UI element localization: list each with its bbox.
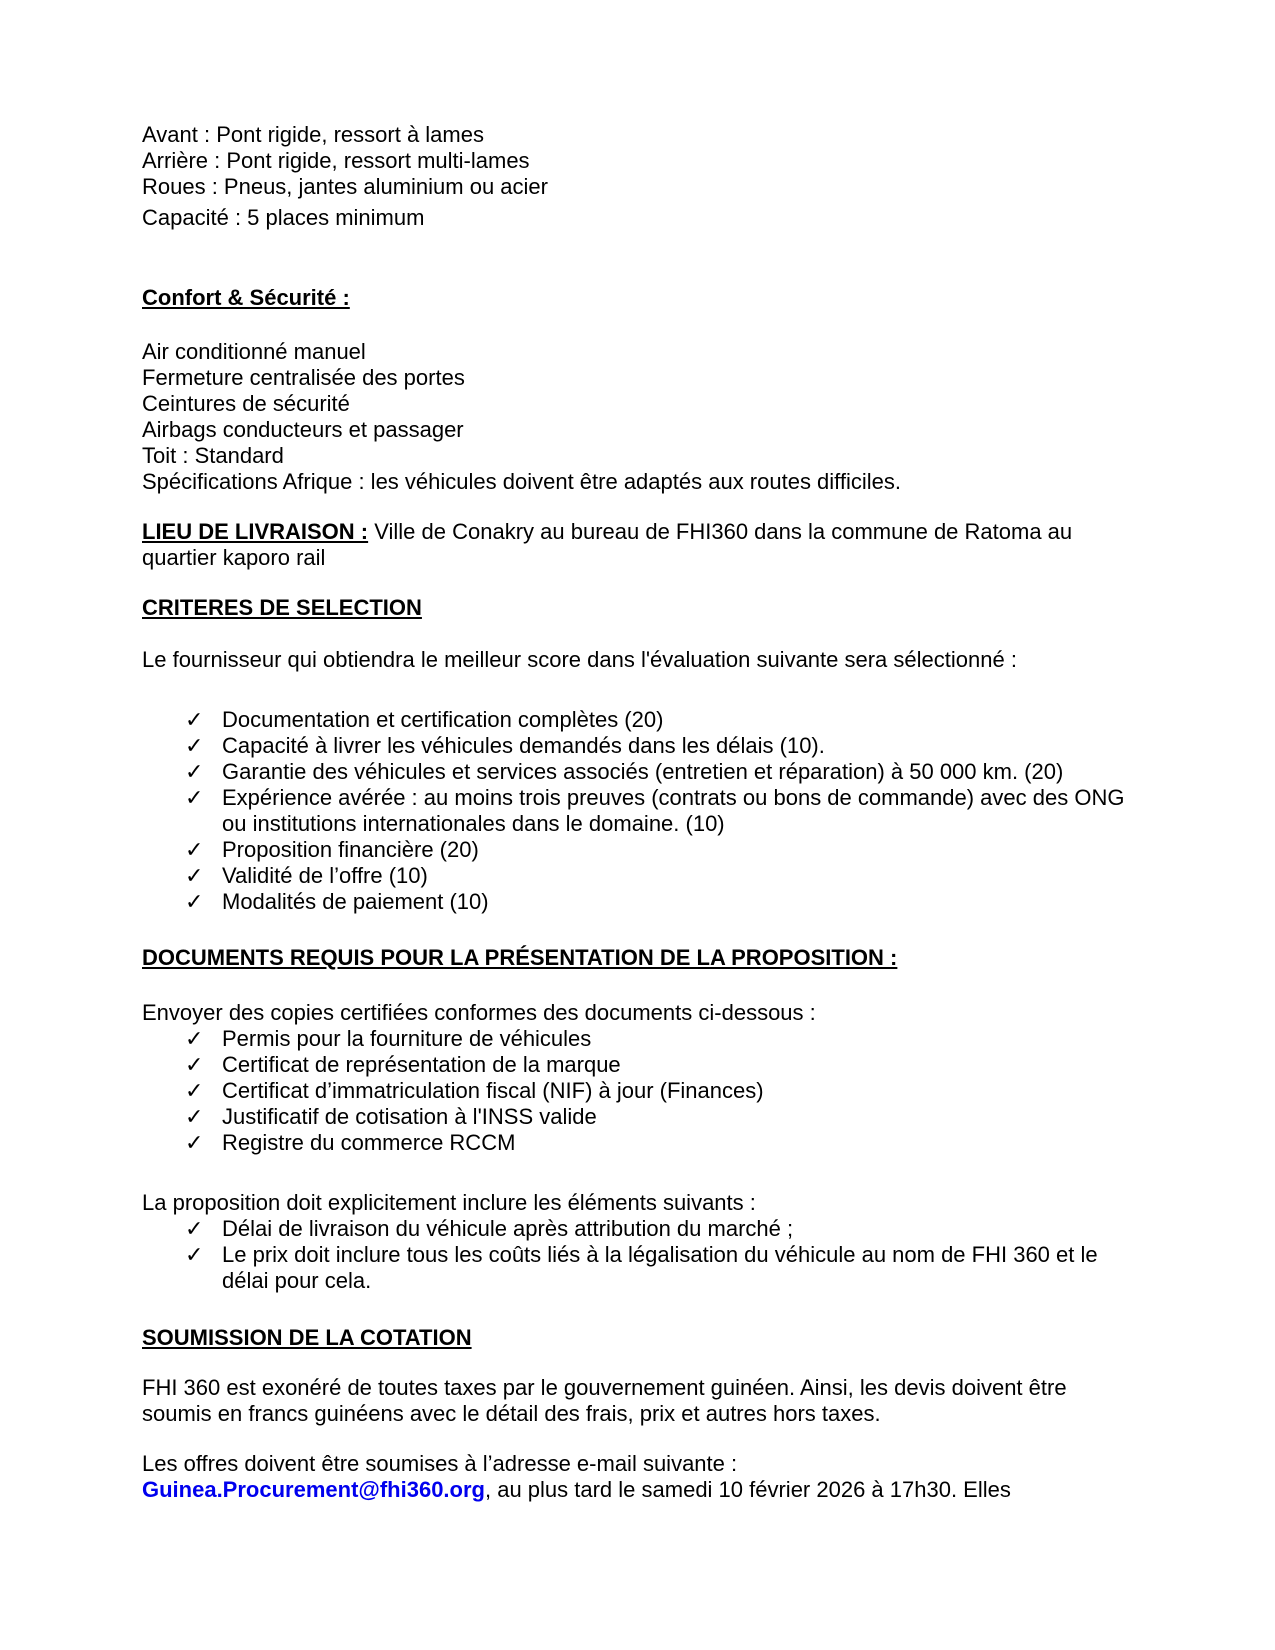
check-list-item [142,1216,1133,1242]
checkmark-icon: ✓ [185,837,204,862]
confort-line: Ceintures de sécurité [142,391,350,416]
criteres-checklist [142,707,1133,915]
confort-line: Airbags conducteurs et passager [142,417,464,442]
check-list-item [142,733,1133,759]
documents-intro: Envoyer des copies certifiées conformes des documents ci-dessous : [142,1000,816,1025]
check-item-text: Certificat d’immatriculation fiscal (NIF) à jour (Finances) [222,1078,764,1103]
check-list-item [142,1130,1133,1156]
spec-line-arriere: Arrière : Pont rigide, ressort multi-lames [142,148,530,173]
procurement-email-link[interactable]: Guinea.Procurement@fhi360.org [142,1477,485,1502]
offers-intro-text: Les offres doivent être soumises à l’adresse e-mail suivante : [142,1451,738,1476]
checkmark-icon: ✓ [185,1052,204,1077]
check-item-text: Le prix doit inclure tous les coûts liés à la légalisation du véhicule au nom de FHI 360 et le délai pour cela. [222,1242,1098,1293]
confort-line: Spécifications Afrique : les véhicules doivent être adaptés aux routes difficiles. [142,469,902,494]
check-item-text: Garantie des véhicules et services associés (entretien et réparation) à 50 000 km. (20) [222,759,1064,784]
checkmark-icon: ✓ [185,1130,204,1155]
spec-line-roues: Roues : Pneus, jantes aluminium ou acier [142,174,548,199]
offers-deadline-text: , au plus tard le samedi 10 février 2026 à 17h30. Elles [484,1477,1011,1502]
check-item-text: Modalités de paiement (10) [222,889,489,914]
check-item-text: Registre du commerce RCCM [222,1130,516,1155]
checkmark-icon: ✓ [185,889,204,914]
check-list-item [142,1104,1133,1130]
check-item-text: Délai de livraison du véhicule après attribution du marché ; [222,1216,794,1241]
proposition-elements-intro: La proposition doit explicitement inclure les éléments suivants : [142,1190,756,1215]
checkmark-icon: ✓ [185,759,204,784]
lieu-text: Ville de Conakry au bureau de FHI360 dans la commune de Ratoma au quartier kaporo rail [142,519,1073,570]
section-heading-soumission-cotation: SOUMISSION DE LA COTATION [142,1325,472,1350]
check-item-text: Permis pour la fourniture de véhicules [222,1026,592,1051]
check-item-text: Expérience avérée : au moins trois preuves (contrats ou bons de commande) avec des ONG ou institutions internationales dans le domaine. (10) [222,785,1125,836]
confort-lines [142,339,1133,495]
check-list-item [142,863,1133,889]
check-item-text: Documentation et certification complètes (20) [222,707,664,732]
confort-line: Fermeture centralisée des portes [142,365,465,390]
documents-checklist [142,1026,1133,1156]
section-heading-confort-securite: Confort & Sécurité : [142,285,350,310]
soumission-offers-paragraph [142,1451,1133,1503]
check-list-item [142,837,1133,863]
check-list-item [142,1078,1133,1104]
soumission-taxes-paragraph: FHI 360 est exonéré de toutes taxes par le gouvernement guinéen. Ainsi, les devis doivent être soumis en francs guinéens avec le détail des frais, prix et autres hors taxes. [142,1375,1067,1426]
criteres-intro: Le fournisseur qui obtiendra le meilleur score dans l'évaluation suivante sera sélectionné : [142,647,1017,672]
spec-line-avant: Avant : Pont rigide, ressort à lames [142,122,484,147]
checkmark-icon: ✓ [185,1078,204,1103]
check-list-item [142,1052,1133,1078]
section-heading-criteres-de-selection: CRITERES DE SELECTION [142,595,422,620]
check-list-item [142,785,1133,837]
checkmark-icon: ✓ [185,1026,204,1051]
paragraph-lieu-de-livraison [142,519,1133,571]
checkmark-icon: ✓ [185,707,204,732]
proposition-elements-checklist [142,1216,1133,1294]
checkmark-icon: ✓ [185,863,204,888]
confort-line: Toit : Standard [142,443,284,468]
check-item-text: Certificat de représentation de la marque [222,1052,621,1077]
check-list-item [142,889,1133,915]
checkmark-icon: ✓ [185,1216,204,1241]
check-list-item [142,707,1133,733]
checkmark-icon: ✓ [185,785,204,810]
check-list-item [142,759,1133,785]
check-item-text: Capacité à livrer les véhicules demandés dans les délais (10). [222,733,825,758]
check-item-text: Validité de l’offre (10) [222,863,428,888]
lieu-label: LIEU DE LIVRAISON : [142,519,369,544]
check-list-item [142,1242,1133,1294]
checkmark-icon: ✓ [185,1104,204,1129]
spec-line-capacite: Capacité : 5 places minimum [142,205,425,230]
check-item-text: Justificatif de cotisation à l'INSS valide [222,1104,597,1129]
check-item-text: Proposition financière (20) [222,837,479,862]
checkmark-icon: ✓ [185,733,204,758]
checkmark-icon: ✓ [185,1242,204,1267]
confort-line: Air conditionné manuel [142,339,366,364]
section-heading-documents-requis: DOCUMENTS REQUIS POUR LA PRÉSENTATION DE LA PROPOSITION : [142,945,898,970]
check-list-item [142,1026,1133,1052]
